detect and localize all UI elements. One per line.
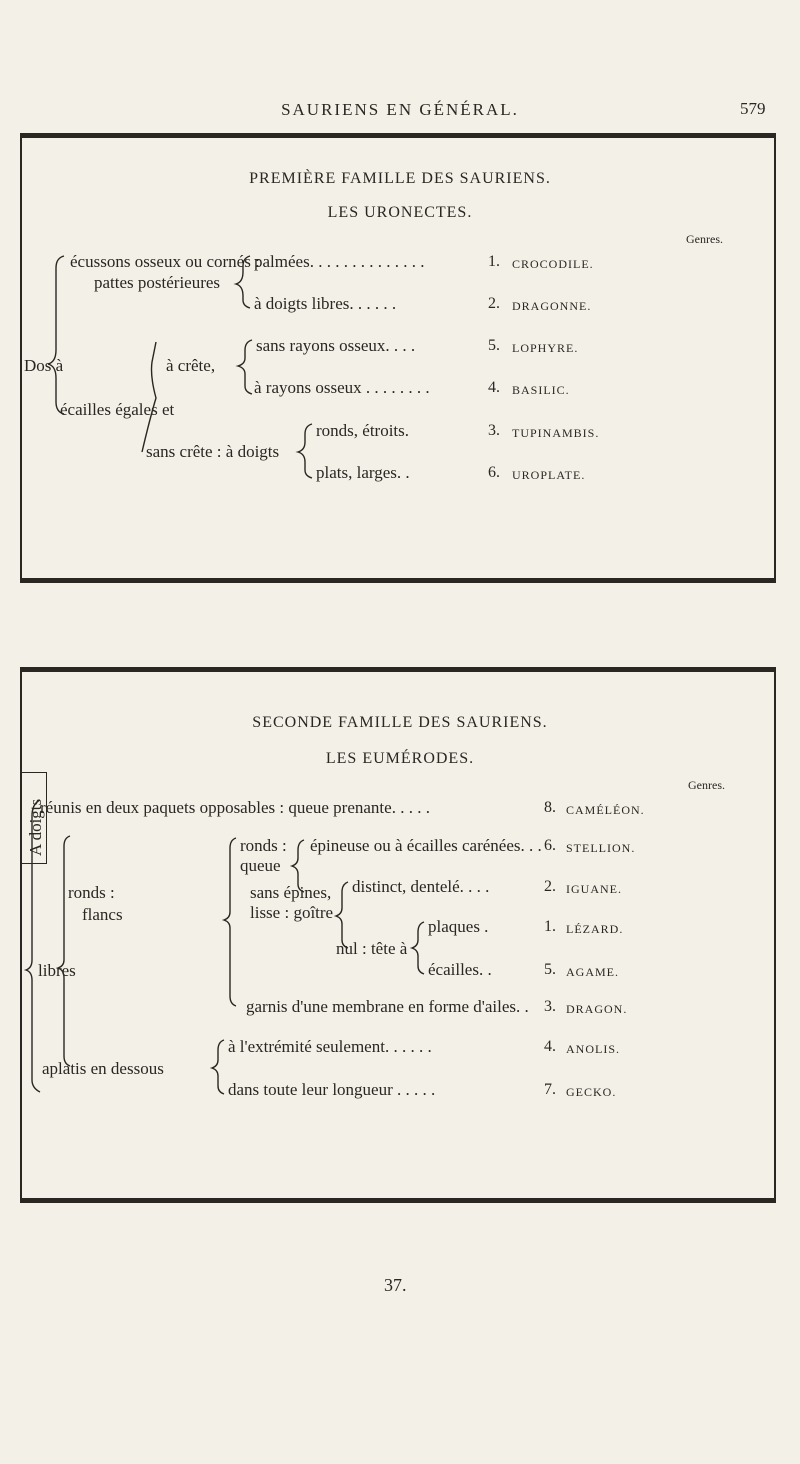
f2-genus-8: GECKO. — [566, 1085, 617, 1099]
ronds-flancs-text: ronds : — [68, 883, 115, 902]
plaques-text: plaques . — [428, 917, 489, 936]
family2-title: SECONDE FAMILLE DES SAURIENS. — [252, 714, 548, 731]
extremite-text: à l'extrémité seulement. . . . . . — [228, 1037, 432, 1056]
f1-num-6: 6. — [488, 464, 500, 481]
f2-genus-6: DRAGON. — [566, 1002, 628, 1016]
queue-text: queue — [240, 856, 281, 875]
ronds-etroits-text: ronds, étroits. — [316, 421, 410, 440]
f1-num-1: 1. — [488, 253, 500, 270]
distinct-text: distinct, dentelé. . . . — [352, 877, 490, 896]
f2-genus-7: ANOLIS. — [566, 1042, 620, 1056]
family1-genres-label: Genres. — [686, 232, 723, 246]
f2-genus-1: CAMÉLÉON. — [566, 803, 645, 817]
ecailles2-text: écailles. . — [428, 960, 492, 979]
f1-genus-4: BASILIC. — [512, 383, 570, 397]
f2-num-6: 3. — [544, 998, 556, 1015]
flancs-text: flancs — [82, 905, 123, 924]
dos-label: Dos à — [24, 356, 64, 375]
f2-num-4: 1. — [544, 918, 556, 935]
epineuse-text: épineuse ou à écailles carénées. . . — [310, 836, 542, 855]
f1-genus-6: UROPLATE. — [512, 468, 586, 482]
f1-genus-2: DRAGONNE. — [512, 299, 592, 313]
sans-crete-text: sans crête : à doigts — [146, 442, 280, 461]
f1-num-2: 2. — [488, 295, 500, 312]
f1-genus-5: TUPINAMBIS. — [512, 426, 600, 440]
a-crete-text: à crête, — [166, 356, 216, 375]
plats-larges-text: plats, larges. . — [316, 463, 410, 482]
lisse-goitre-text: lisse : goître — [250, 903, 334, 922]
a-rayons-text: à rayons osseux . . . . . . . . — [254, 378, 430, 397]
sans-rayons-text: sans rayons osseux. . . . — [256, 336, 416, 355]
family1-subtitle: LES URONECTES. — [327, 204, 473, 221]
family1-title: PREMIÈRE FAMILLE DES SAURIENS. — [249, 170, 551, 187]
family2-genres-label: Genres. — [688, 778, 725, 792]
libres-text: libres — [38, 961, 76, 980]
f1-num-3: 5. — [488, 337, 500, 354]
aplatis-text: aplatis en dessous — [42, 1059, 164, 1078]
running-head: SAURIENS EN GÉNÉRAL. — [281, 100, 519, 119]
f2-genus-5: AGAME. — [566, 965, 619, 979]
f2-num-5: 5. — [544, 961, 556, 978]
f2-genus-3: IGUANE. — [566, 882, 622, 896]
pattes-text: pattes postérieures — [94, 273, 221, 292]
f2-genus-4: LÉZARD. — [566, 922, 624, 936]
f2-num-8: 7. — [544, 1081, 556, 1098]
nul-tete-text: nul : tête à — [336, 939, 408, 958]
garnis-text: garnis d'une membrane en forme d'ailes. . — [246, 997, 529, 1016]
page-number: 579 — [740, 99, 766, 118]
f1-genus-1: CROCODILE. — [512, 257, 594, 271]
signature-number: 37. — [384, 1275, 407, 1295]
side-label-a-doigts: A doigts — [26, 798, 45, 856]
f2-num-3: 2. — [544, 878, 556, 895]
f2-num-2: 6. — [544, 837, 556, 854]
ecussons-text: écussons osseux ou cornés : — [70, 252, 260, 271]
f1-num-4: 4. — [488, 379, 500, 396]
ronds-queue-text: ronds : — [240, 836, 287, 855]
doigts-libres-text: à doigts libres. . . . . . — [254, 294, 397, 313]
ecailles-text: écailles égales et — [60, 400, 175, 419]
f2-num-7: 4. — [544, 1038, 556, 1055]
reunis-text: réunis en deux paquets opposables : queue prenante. . . . . — [40, 798, 430, 817]
sans-epines-text: sans épines, — [250, 883, 332, 902]
f2-num-1: 8. — [544, 799, 556, 816]
family2-subtitle: LES EUMÉRODES. — [325, 750, 475, 767]
palmees-text: palmées. . . . . . . . . . . . . . — [254, 252, 425, 271]
f1-genus-3: LOPHYRE. — [512, 341, 579, 355]
f1-num-5: 3. — [488, 422, 500, 439]
longueur-text: dans toute leur longueur . . . . . — [228, 1080, 436, 1099]
f2-genus-2: STELLION. — [566, 841, 636, 855]
